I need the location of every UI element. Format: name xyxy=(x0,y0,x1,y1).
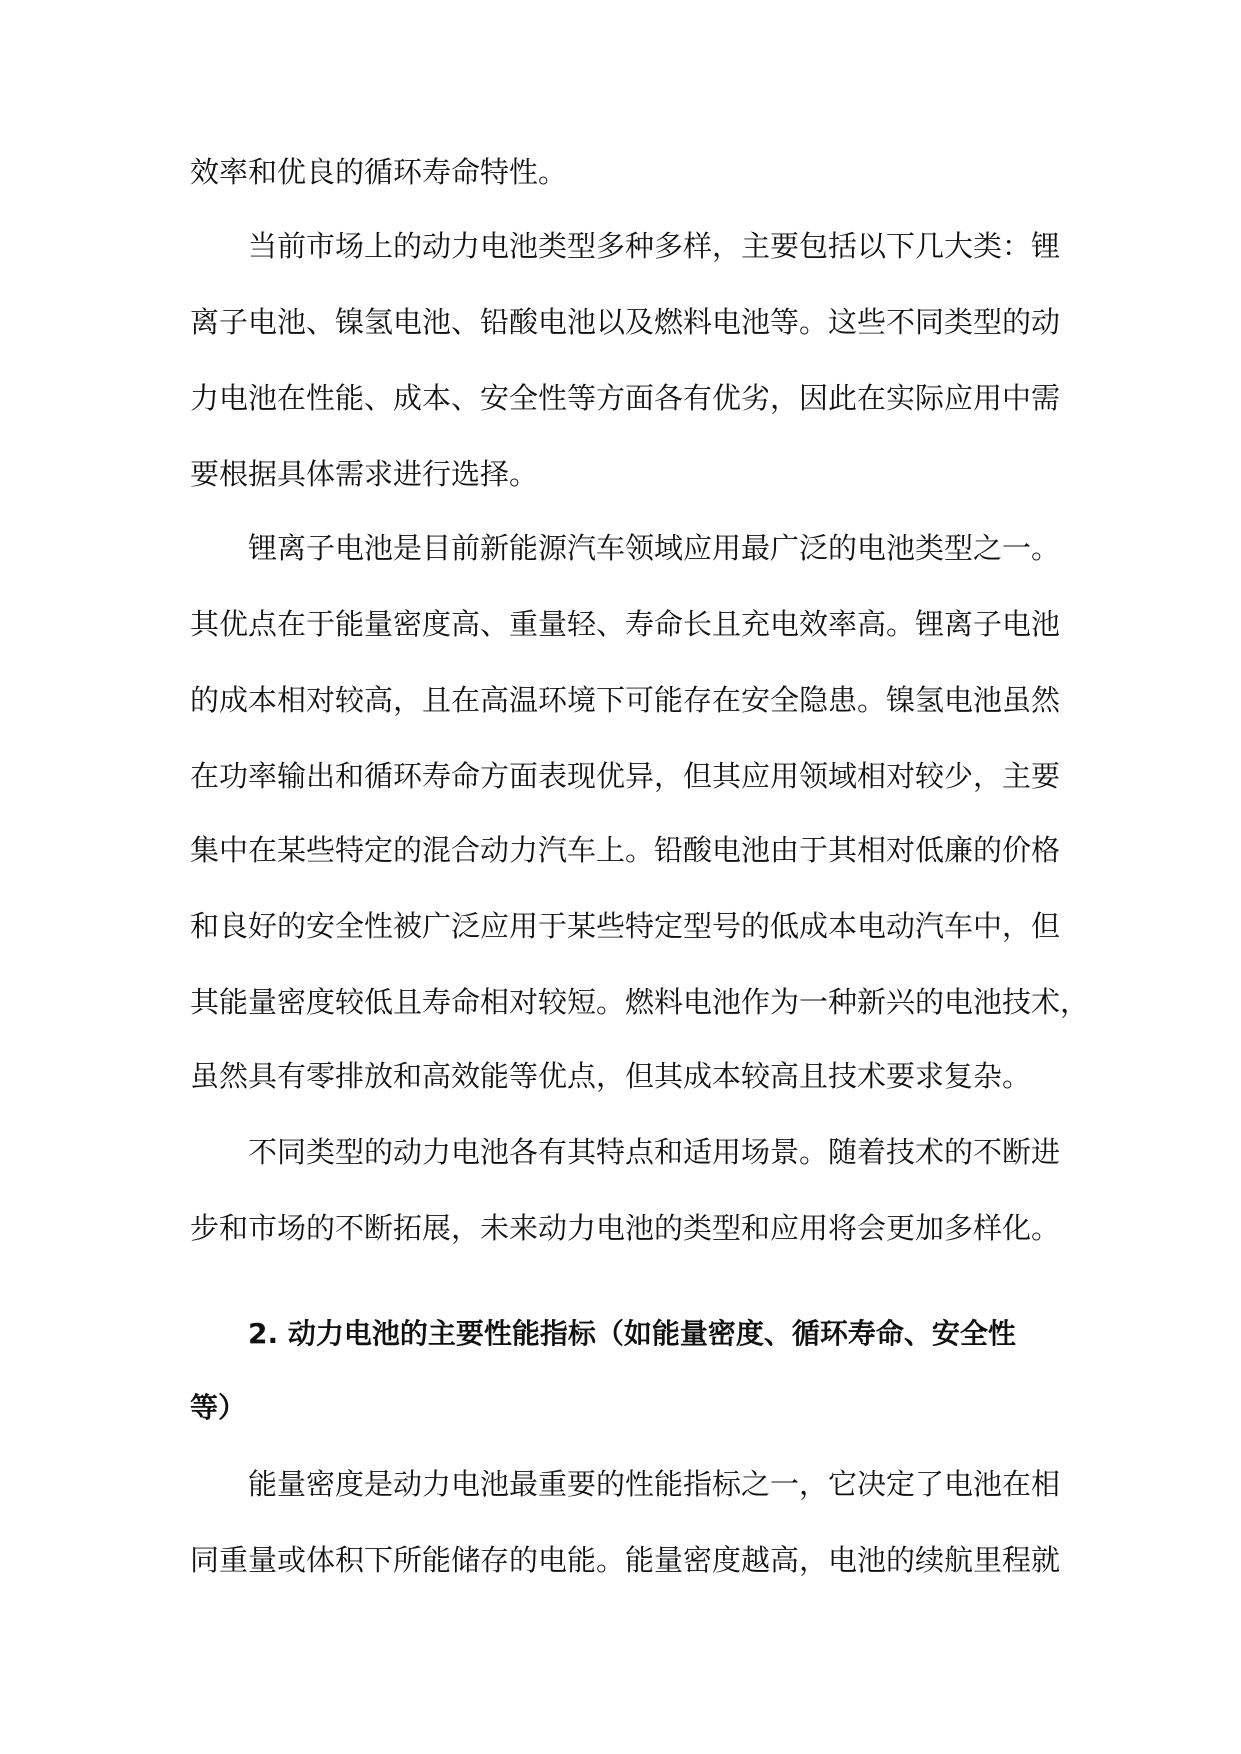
paragraph-line: 虽然具有零排放和高效能等优点，但其成本较高且技术要求复杂。 xyxy=(190,1059,1032,1093)
section-heading: 2. 动力电池的主要性能指标（如能量密度、循环寿命、安全性 xyxy=(248,1317,1016,1350)
section-heading-continuation: 等） xyxy=(190,1391,247,1424)
paragraph-line: 力电池在性能、成本、安全性等方面各有优劣，因此在实际应用中需 xyxy=(190,381,1061,415)
paragraph-line: 步和市场的不断拓展，未来动力电池的类型和应用将会更加多样化。 xyxy=(190,1211,1061,1245)
paragraph-line: 能量密度是动力电池最重要的性能指标之一，它决定了电池在相 xyxy=(248,1467,1061,1501)
paragraph-line: 其优点在于能量密度高、重量轻、寿命长且充电效率高。锂离子电池 xyxy=(190,607,1061,641)
paragraph-line: 不同类型的动力电池各有其特点和适用场景。随着技术的不断进 xyxy=(248,1135,1061,1169)
paragraph-line: 要根据具体需求进行选择。 xyxy=(190,457,539,491)
paragraph-line: 其能量密度较低且寿命相对较短。燃料电池作为一种新兴的电池技术， xyxy=(190,985,1090,1019)
paragraph-line: 锂离子电池是目前新能源汽车领域应用最广泛的电池类型之一。 xyxy=(248,531,1061,565)
paragraph-line: 集中在某些特定的混合动力汽车上。铅酸电池由于其相对低廉的价格 xyxy=(190,833,1061,867)
paragraph-line: 当前市场上的动力电池类型多种多样，主要包括以下几大类：锂 xyxy=(248,229,1061,263)
paragraph-line: 效率和优良的循环寿命特性。 xyxy=(190,155,568,189)
paragraph-line: 在功率输出和循环寿命方面表现优异，但其应用领域相对较少，主要 xyxy=(190,759,1061,793)
paragraph-line: 离子电池、镍氢电池、铅酸电池以及燃料电池等。这些不同类型的动 xyxy=(190,305,1061,339)
paragraph-line: 同重量或体积下所能储存的电能。能量密度越高，电池的续航里程就 xyxy=(190,1543,1061,1577)
paragraph-line: 的成本相对较高，且在高温环境下可能存在安全隐患。镍氢电池虽然 xyxy=(190,683,1061,717)
paragraph-line: 和良好的安全性被广泛应用于某些特定型号的低成本电动汽车中，但 xyxy=(190,909,1061,943)
